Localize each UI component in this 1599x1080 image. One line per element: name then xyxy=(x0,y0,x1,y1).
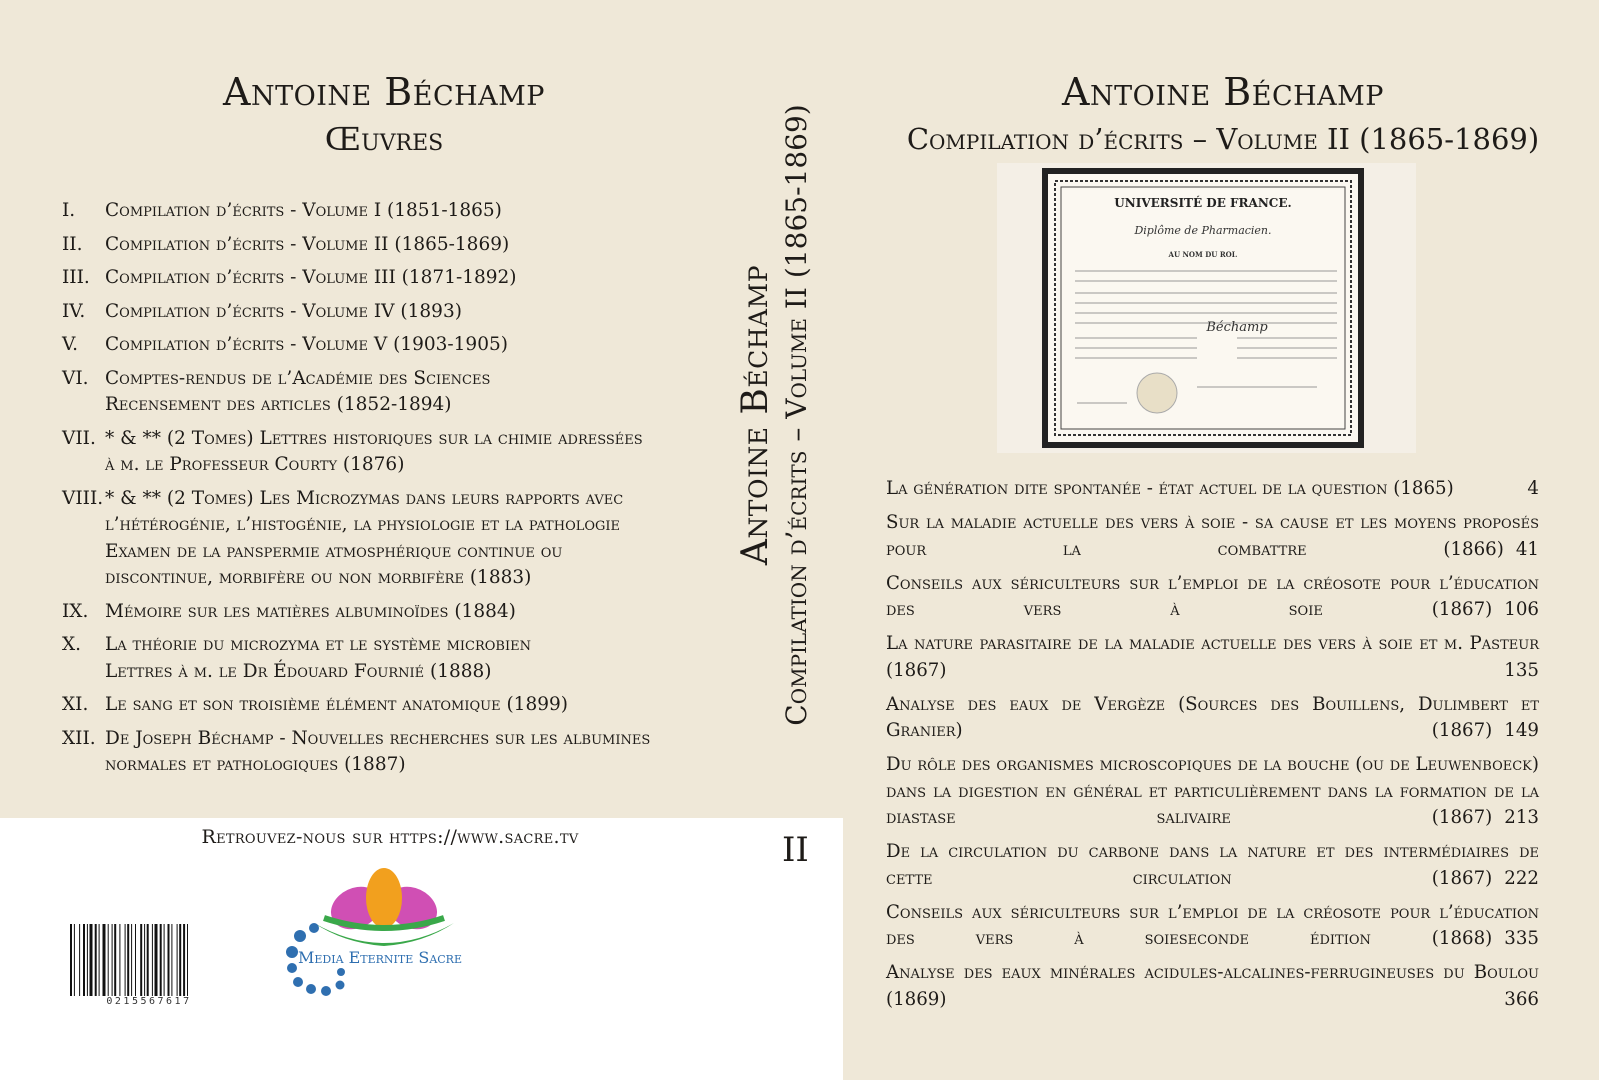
works-item-number: IX. xyxy=(62,600,89,622)
works-item-text: Compilation d’écrits - Volume III (1871-1892) xyxy=(105,267,517,288)
toc-entry xyxy=(886,692,1539,745)
barcode-bar xyxy=(144,924,145,1004)
works-list-item xyxy=(62,366,722,419)
toc-title: La génération dite spontanée - état actuel de la question (1865) xyxy=(886,478,1454,499)
barcode-bar xyxy=(135,924,136,1004)
works-item-text: Lettres à m. le Dr Édouard Fournié (1888) xyxy=(105,660,492,682)
works-list-item xyxy=(62,299,722,326)
works-item-text: La théorie du microzyma et le système microbien xyxy=(105,634,531,655)
works-item-text: discontinue, morbifère ou non morbifère (1883) xyxy=(105,567,532,588)
toc-entry xyxy=(886,510,1539,563)
barcode-bar xyxy=(183,924,185,1004)
lotus-logo-icon xyxy=(284,868,484,1008)
barcode-bar xyxy=(140,924,142,1004)
works-list-item xyxy=(62,726,722,779)
works-list-item xyxy=(62,599,722,626)
works-item-number: III. xyxy=(62,267,90,288)
barcode-bar xyxy=(119,924,120,1004)
barcode-bar xyxy=(131,924,132,1004)
toc-title: Analyse des eaux minérales acidules-alcalines-ferrugineuses du Boulou (1869) xyxy=(886,962,1539,1010)
works-item-text: Comptes-rendus de l’Académie des Sciences xyxy=(105,367,491,389)
back-cover-author: Antoine Béchamp xyxy=(223,70,545,114)
volume-mark: II xyxy=(782,830,809,870)
barcode-bar xyxy=(127,924,129,1004)
works-item-number: VII. xyxy=(62,427,96,449)
works-item-number: XII. xyxy=(62,727,96,749)
toc-page-number: 335 xyxy=(1504,928,1539,949)
works-item-text: Compilation d’écrits - Volume IV (1893) xyxy=(105,300,462,322)
works-item-text: Compilation d’écrits - Volume I (1851-1865) xyxy=(105,200,502,221)
barcode-bar xyxy=(79,924,80,1004)
toc-page-number: 222 xyxy=(1504,867,1539,889)
works-list-item xyxy=(62,426,722,479)
toc-page-number: 366 xyxy=(1504,988,1539,1010)
works-item-number: VIII. xyxy=(62,487,104,509)
barcode-bar xyxy=(112,924,113,1004)
works-list xyxy=(62,198,722,786)
works-item-number: VI. xyxy=(62,367,89,389)
toc-entry xyxy=(886,571,1539,624)
works-item-number: XI. xyxy=(62,694,89,715)
works-item-text: l’hétérogénie, l’histogénie, la physiologie et la pathologie xyxy=(105,514,621,535)
back-cover-subtitle: Œuvres xyxy=(324,120,444,158)
works-item-text: De Joseph Béchamp - Nouvelles recherches sur les albumines xyxy=(105,727,651,749)
works-item-text: Mémoire sur les matières albuminoïdes (1884) xyxy=(105,600,516,622)
works-item-text: Le sang et son troisième élément anatomique (1899) xyxy=(105,694,568,715)
spine-title: Compilation d’écrits – Volume II (1865-1869) xyxy=(780,104,813,726)
toc-page-number: 41 xyxy=(1515,538,1539,560)
works-item-number: V. xyxy=(62,334,79,355)
works-list-item xyxy=(62,265,722,292)
works-item-text: Compilation d’écrits - Volume II (1865-1869) xyxy=(105,233,510,255)
barcode-bar xyxy=(74,924,75,1004)
diploma-image xyxy=(997,163,1416,453)
works-list-item xyxy=(62,692,722,719)
toc-entry xyxy=(886,631,1539,684)
barcode-bar xyxy=(99,924,100,1004)
toc-page-number: 213 xyxy=(1504,807,1539,828)
works-list-item xyxy=(62,332,722,359)
barcode-bar xyxy=(147,924,149,1004)
toc-entry xyxy=(886,960,1539,1013)
barcode-bar xyxy=(95,924,97,1004)
table-of-contents xyxy=(886,476,1539,1021)
works-item-text: Compilation d’écrits - Volume V (1903-1905) xyxy=(105,334,508,355)
toc-title: La nature parasitaire de la maladie actuelle des vers à soie et m. Pasteur (1867) xyxy=(886,633,1539,681)
toc-entry xyxy=(886,839,1539,892)
works-item-number: I. xyxy=(62,200,76,221)
works-item-text: normales et pathologiques (1887) xyxy=(105,754,406,775)
barcode-bar xyxy=(164,924,165,1004)
diploma-signature: Béchamp xyxy=(1206,320,1268,335)
barcode-bar xyxy=(125,924,126,1004)
spine-author: Antoine Béchamp xyxy=(735,264,776,566)
works-item-text: * & ** (2 Tomes) Les Microzymas dans leurs rapports avec xyxy=(105,487,624,509)
works-list-item xyxy=(62,198,722,225)
toc-title: De la circulation du carbone dans la nature et des intermédiaires de cette circulation (1867) xyxy=(886,841,1539,889)
front-cover-author: Antoine Béchamp xyxy=(1062,70,1384,114)
barcode-digits: 0215567617 xyxy=(70,996,228,1007)
barcode-bar xyxy=(83,924,85,1004)
barcode-bar xyxy=(160,924,162,1004)
barcode-bar xyxy=(155,924,158,1004)
barcode-bar xyxy=(179,924,181,1004)
toc-title: Conseils aux sériculteurs sur l’emploi de la créosote pour l’éducation des vers à soieseconde édition (1868) xyxy=(886,901,1539,949)
website-text: Retrouvez-nous sur https://www.sacre.tv xyxy=(201,826,579,848)
diploma-heading: UNIVERSITÉ DE FRANCE. xyxy=(1114,196,1292,210)
works-item-text: Recensement des articles (1852-1894) xyxy=(105,394,452,415)
barcode-bar xyxy=(87,924,88,1004)
works-item-number: II. xyxy=(62,233,83,255)
barcode-bar xyxy=(168,924,170,1004)
toc-page-number: 106 xyxy=(1504,599,1539,620)
works-list-item xyxy=(62,232,722,259)
toc-title: Sur la maladie actuelle des vers à soie - sa cause et les moyens proposés pour la combattre (1866) xyxy=(886,512,1539,560)
logo-text: Media Eternite Sacre xyxy=(298,948,462,967)
works-item-text: Examen de la panspermie atmosphérique continue ou xyxy=(105,540,563,562)
front-cover-title: Compilation d’écrits – Volume II (1865-1869) xyxy=(906,122,1540,156)
barcode-bar xyxy=(187,924,188,1004)
diploma-line: AU NOM DU ROI. xyxy=(1168,250,1238,259)
barcode-bar xyxy=(177,924,178,1004)
works-item-number: X. xyxy=(62,634,82,655)
barcode-bar xyxy=(70,924,72,1004)
toc-page-number: 149 xyxy=(1504,720,1539,741)
toc-page-number: 135 xyxy=(1504,659,1539,681)
barcode-bar xyxy=(152,924,153,1004)
barcode-bar xyxy=(108,924,109,1004)
toc-title: Du rôle des organismes microscopiques de la bouche (ou de Leuwenboeck) dans la digestion en général et particulièrement dans la formation de la diastase salivaire (1867) xyxy=(886,754,1539,828)
diploma-subheading: Diplôme de Pharmacien. xyxy=(1134,224,1272,237)
front-cover xyxy=(842,0,1599,1080)
toc-entry xyxy=(886,900,1539,953)
works-item-text: à m. le Professeur Courty (1876) xyxy=(105,454,405,475)
barcode-bar xyxy=(90,924,93,1004)
toc-title: Analyse des eaux de Vergèze (Sources des Bouillens, Dulimbert et Granier) (1867) xyxy=(886,693,1539,741)
works-item-number: IV. xyxy=(62,300,86,322)
works-item-text: * & ** (2 Tomes) Lettres historiques sur la chimie adressées xyxy=(105,427,643,449)
back-cover-footer xyxy=(0,818,843,1080)
barcode-bar xyxy=(103,924,106,1004)
works-list-item xyxy=(62,486,722,592)
toc-page-number: 4 xyxy=(1527,478,1539,499)
barcode-bar xyxy=(171,924,172,1004)
toc-entry xyxy=(886,752,1539,832)
barcode-bar xyxy=(114,924,116,1004)
toc-title: Conseils aux sériculteurs sur l’emploi de la créosote pour l’éducation des vers à soie (1867) xyxy=(886,572,1539,620)
toc-entry xyxy=(886,476,1539,503)
works-list-item xyxy=(62,632,722,685)
